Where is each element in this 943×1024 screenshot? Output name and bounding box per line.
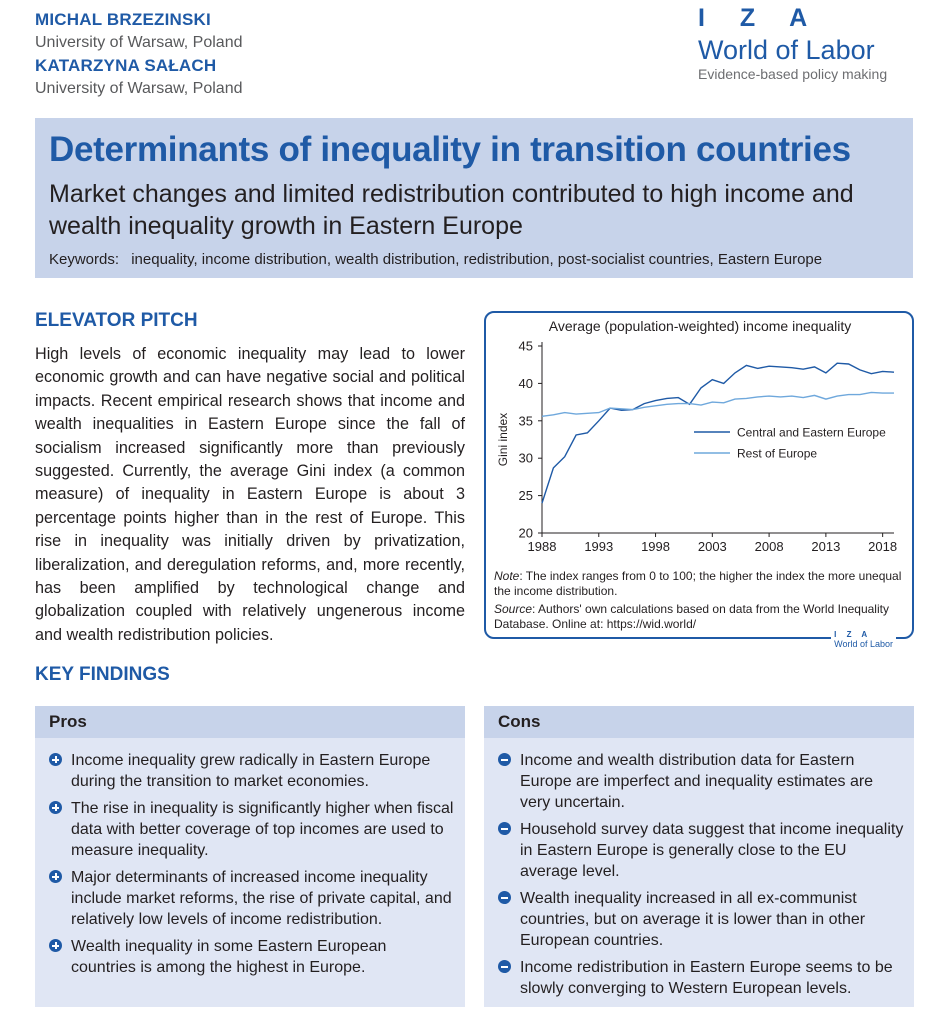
x-tick-label: 1998 bbox=[641, 539, 671, 554]
cons-item bbox=[498, 888, 904, 951]
cons-item bbox=[498, 750, 904, 813]
cons-item bbox=[498, 957, 904, 999]
author-name-1: MICHAL BRZEZINSKI bbox=[35, 10, 211, 29]
y-tick-label: 40 bbox=[518, 375, 533, 391]
pros-item-text: Income inequality grew radically in Eastern Europe during the transition to market economies. bbox=[71, 752, 431, 790]
line-chart bbox=[486, 313, 912, 569]
author-affiliation-1: University of Warsaw, Poland bbox=[35, 34, 243, 51]
pros-item bbox=[49, 867, 455, 930]
logo-iza-text: I Z A bbox=[698, 4, 822, 32]
pros-item bbox=[49, 750, 455, 792]
y-tick-label: 25 bbox=[518, 488, 533, 504]
chart-logo-iza: I Z A bbox=[834, 630, 872, 639]
author-name-2: KATARZYNA SAŁACH bbox=[35, 56, 217, 75]
series-line-rest-of-europe bbox=[542, 392, 894, 416]
cons-item-text: Income redistribution in Eastern Europe seems to be slowly converging to Western European levels. bbox=[520, 959, 893, 997]
page-title: Determinants of inequality in transition countries bbox=[49, 130, 851, 169]
minus-icon bbox=[498, 891, 511, 904]
pros-item bbox=[49, 798, 455, 861]
x-tick-label: 1993 bbox=[584, 539, 614, 554]
pros-list bbox=[35, 738, 465, 978]
cons-item-text: Household survey data suggest that income inequality in Eastern Europe is generally close to the EU average level. bbox=[520, 821, 904, 880]
x-tick-label: 2003 bbox=[697, 539, 727, 554]
plus-icon bbox=[49, 939, 62, 952]
minus-icon bbox=[498, 822, 511, 835]
page-subtitle: Market changes and limited redistribution contributed to high income and wealth inequality growth in Eastern Europe bbox=[49, 180, 854, 240]
chart-source bbox=[494, 602, 908, 632]
chart-note-text: : The index ranges from 0 to 100; the higher the index the more unequal the income distribution. bbox=[494, 569, 902, 598]
chart-source-text: : Authors' own calculations based on data from the World Inequality Database. Online at: https://wid.world/ bbox=[494, 602, 889, 631]
chart-title: Average (population-weighted) income inequality bbox=[548, 318, 852, 334]
plus-icon bbox=[49, 801, 62, 814]
x-tick-label: 1988 bbox=[527, 539, 557, 554]
authors-block bbox=[35, 8, 455, 100]
cons-item-text: Wealth inequality increased in all ex-communist countries, but on average it is lower than in other European countries. bbox=[520, 890, 866, 949]
chart-note bbox=[494, 569, 908, 599]
plus-icon bbox=[49, 870, 62, 883]
chart-notes bbox=[494, 569, 908, 635]
pros-item-text: The rise in inequality is significantly higher when fiscal data with better coverage of top incomes are used to measure inequality. bbox=[71, 800, 454, 859]
elevator-pitch-text: High levels of economic inequality may lead to lower economic growth and can have negative social and political impacts. Recent empirical research shows that income and wealth inequalities in Eastern Europe since the fall of socialism increased significantly more than previously suggested. Currently, the average Gini index (a common measure) of inequality in Eastern Europe is about 3 percentage points higher than in the rest of Europe. This rise in inequality was initially driven by privatization, liberalization, and deregulation reforms, and, more recently, has been amplified by technological change and globalization coupled with relatively ungenerous income and wealth redistribution policies. bbox=[35, 345, 465, 644]
iza-world-of-labor-logo bbox=[698, 2, 928, 82]
x-tick-label: 2018 bbox=[868, 539, 898, 554]
cons-panel bbox=[484, 706, 914, 1007]
author-affiliation-2: University of Warsaw, Poland bbox=[35, 80, 243, 97]
y-tick-label: 20 bbox=[518, 525, 533, 541]
chart-logo-wol: World of Labor bbox=[834, 639, 893, 649]
key-findings-heading: KEY FINDINGS bbox=[35, 664, 170, 685]
y-tick-label: 30 bbox=[518, 450, 533, 466]
title-band bbox=[35, 118, 913, 278]
x-tick-label: 2008 bbox=[754, 539, 784, 554]
keywords-line bbox=[49, 250, 899, 270]
pros-item-text: Wealth inequality in some Eastern European countries is among the highest in Europe. bbox=[71, 938, 387, 976]
legend-label: Central and Eastern Europe bbox=[737, 425, 886, 440]
cons-item-text: Income and wealth distribution data for Eastern Europe are imperfect and inequality estimates are very uncertain. bbox=[520, 752, 874, 811]
pros-header: Pros bbox=[35, 706, 465, 738]
x-tick-label: 2013 bbox=[811, 539, 841, 554]
pros-item bbox=[49, 936, 455, 978]
cons-list bbox=[484, 738, 914, 999]
keywords-list: inequality, income distribution, wealth distribution, redistribution, post-socialist countries, Eastern Europe bbox=[131, 251, 823, 268]
logo-tagline: Evidence-based policy making bbox=[698, 66, 888, 82]
logo-world-of-labor-text: World of Labor bbox=[698, 35, 875, 65]
keywords-label: Keywords: bbox=[49, 251, 120, 268]
legend-label: Rest of Europe bbox=[737, 446, 818, 461]
plus-icon bbox=[49, 753, 62, 766]
chart-logo bbox=[831, 630, 896, 649]
minus-icon bbox=[498, 753, 511, 766]
y-tick-label: 35 bbox=[518, 413, 533, 429]
elevator-pitch-heading: ELEVATOR PITCH bbox=[35, 310, 198, 331]
y-axis-label: Gini index bbox=[496, 412, 510, 467]
chart-source-label: Source bbox=[494, 602, 533, 616]
chart-box bbox=[484, 311, 914, 649]
y-tick-label: 45 bbox=[518, 338, 533, 354]
cons-item bbox=[498, 819, 904, 882]
pros-item-text: Major determinants of increased income inequality include market reforms, the rise of private capital, and relatively low levels of income redistribution. bbox=[71, 869, 452, 928]
minus-icon bbox=[498, 960, 511, 973]
cons-header: Cons bbox=[484, 706, 914, 738]
pros-panel bbox=[35, 706, 465, 1007]
chart-note-label: Note bbox=[494, 569, 520, 583]
